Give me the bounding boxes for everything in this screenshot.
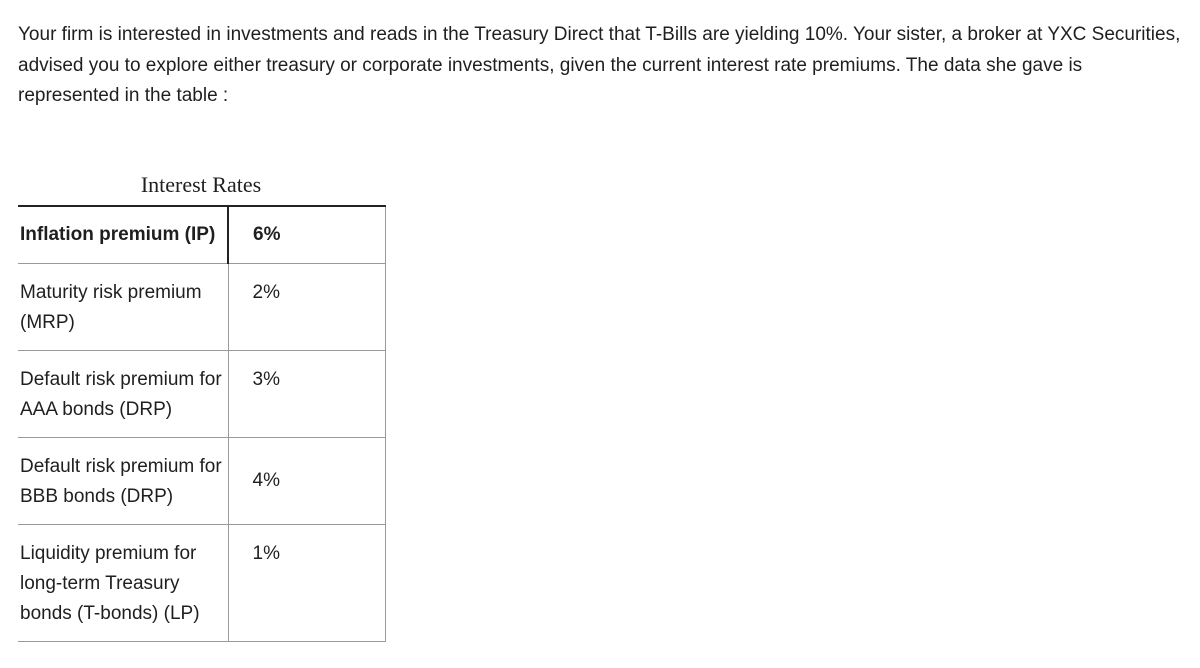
default-risk-bbb-value: 4%: [228, 438, 385, 525]
default-risk-bbb-label: Default risk premium for BBB bonds (DRP): [18, 438, 228, 525]
table-row: [18, 525, 385, 642]
interest-rates-table: [18, 205, 386, 642]
default-risk-aaa-value: 3%: [228, 351, 385, 438]
table-header-row: [18, 206, 385, 264]
default-risk-aaa-label: Default risk premium for AAA bonds (DRP): [18, 351, 228, 438]
table-caption: Interest Rates: [140, 172, 262, 197]
maturity-risk-premium-value: 2%: [228, 264, 385, 351]
problem-statement: Your firm is interested in investments and reads in the Treasury Direct that T-Bills are yielding 10%. Your sister, a broker at YXC Securities, advised you to explore either treasury or corporate investments, given the current interest rate premiums. The data she gave is represented in the table :: [18, 24, 1181, 106]
table-row: [18, 264, 385, 351]
maturity-risk-premium-label: Maturity risk premium (MRP): [18, 264, 228, 351]
table-row: [18, 351, 385, 438]
liquidity-premium-label: Liquidity premium for long-term Treasury bonds (T-bonds) (LP): [18, 525, 228, 642]
liquidity-premium-value: 1%: [228, 525, 385, 642]
inflation-premium-value: 6%: [228, 206, 385, 264]
inflation-premium-label: Inflation premium (IP): [18, 206, 228, 264]
table-row: [18, 438, 385, 525]
